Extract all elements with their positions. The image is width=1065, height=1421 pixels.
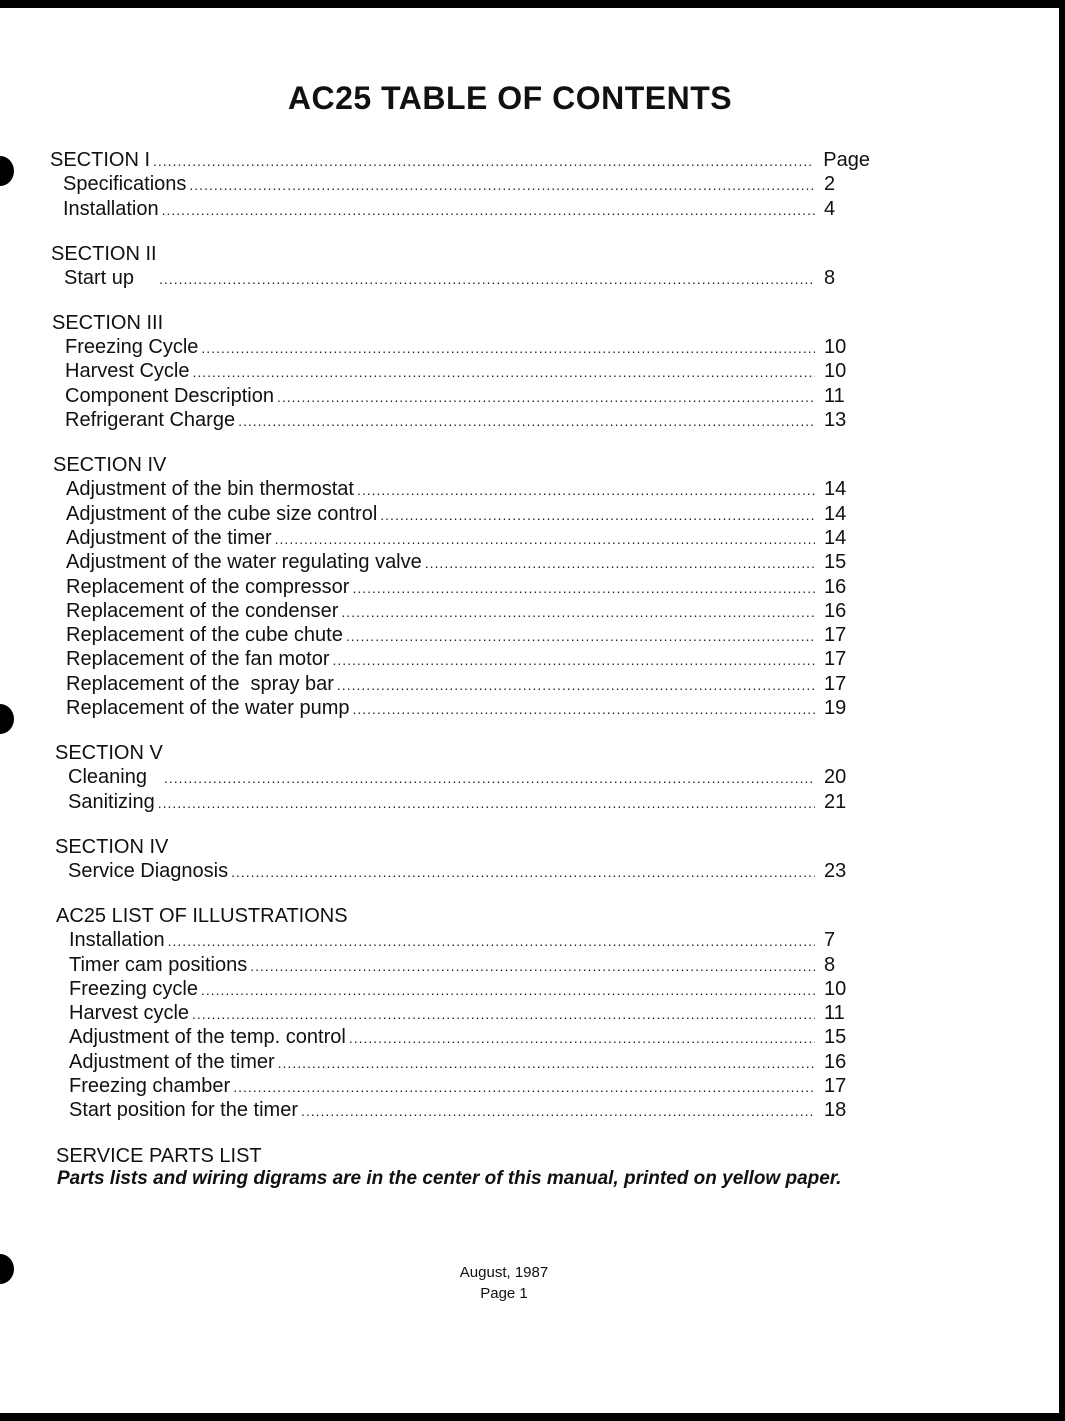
entry-label: Replacement of the condenser	[66, 599, 339, 622]
entry-page: 15	[824, 551, 847, 574]
entry-page: 4	[824, 197, 836, 220]
entry-page: 13	[824, 409, 847, 432]
entry-label: Replacement of the fan motor	[66, 648, 330, 671]
toc-entry[interactable]	[56, 1074, 870, 1098]
entry-label: Specifications	[63, 173, 187, 196]
entry-page: 17	[824, 1075, 847, 1098]
leader-dots	[168, 929, 815, 953]
toc-section-5	[55, 741, 870, 814]
entry-label: Adjustment of the cube size control	[66, 502, 378, 525]
entry-page: 8	[824, 266, 836, 289]
toc-section-3	[52, 311, 870, 432]
entry-label: Sanitizing	[68, 790, 155, 813]
leader-dots	[346, 624, 815, 648]
section-heading: SECTION III	[52, 312, 164, 335]
toc-entry[interactable]	[53, 623, 870, 647]
toc-entry[interactable]	[51, 266, 870, 290]
entry-label: Replacement of the spray bar	[66, 672, 334, 695]
toc-entry[interactable]	[55, 859, 870, 883]
footer-page-number: Page 1	[480, 1285, 528, 1302]
entry-label: Adjustment of the temp. control	[69, 1026, 346, 1049]
entry-page: 7	[824, 929, 836, 952]
entry-page: 11	[824, 1002, 845, 1025]
entry-page: 20	[824, 766, 847, 789]
leader-dots	[250, 954, 815, 978]
entry-label: Adjustment of the timer	[69, 1050, 275, 1073]
section-heading: AC25 LIST OF ILLUSTRATIONS	[56, 905, 348, 928]
leader-dots	[231, 860, 815, 884]
toc-section-4	[53, 453, 870, 720]
leader-dots	[380, 503, 815, 527]
entry-page: 15	[824, 1026, 847, 1049]
entry-page: 2	[824, 173, 836, 196]
entry-page: 16	[824, 575, 847, 598]
leader-dots	[201, 336, 815, 360]
service-parts-note: Parts lists and wiring digrams are in the center of this manual, printed on yellow paper.	[57, 1167, 842, 1189]
entry-label: Installation	[63, 197, 159, 220]
toc-entry[interactable]	[53, 672, 870, 696]
entry-page: 21	[824, 790, 847, 813]
toc-entry[interactable]	[52, 359, 870, 383]
leader-dots	[275, 527, 815, 551]
leader-dots	[332, 648, 815, 672]
binder-hole	[0, 704, 14, 734]
toc-entry[interactable]	[56, 1050, 870, 1074]
leader-dots	[277, 385, 815, 409]
toc-entry[interactable]	[53, 526, 870, 550]
leader-dots	[238, 409, 815, 433]
page-column-label: Page	[823, 149, 870, 171]
entry-label: Freezing Cycle	[65, 336, 199, 359]
toc-entry[interactable]	[53, 550, 870, 574]
leader-dots	[341, 600, 815, 624]
entry-label: Adjustment of the water regulating valve	[66, 551, 422, 574]
leader-dots	[153, 149, 814, 173]
entry-page: 10	[824, 360, 847, 383]
toc-entry[interactable]	[52, 408, 870, 432]
entry-label: Component Description	[65, 384, 274, 407]
entry-label: Harvest Cycle	[65, 360, 190, 383]
entry-page: 14	[824, 502, 847, 525]
table-of-contents	[50, 148, 870, 1190]
leader-dots	[164, 766, 815, 790]
entry-label: Timer cam positions	[69, 953, 248, 976]
section-heading: SECTION IV	[53, 454, 167, 477]
section-heading: SECTION V	[55, 742, 163, 765]
toc-entry[interactable]	[56, 928, 870, 952]
leader-dots	[201, 978, 815, 1002]
entry-label: Replacement of the water pump	[66, 697, 350, 720]
entry-label: Harvest cycle	[69, 1002, 190, 1025]
entry-label: Replacement of the compressor	[66, 575, 350, 598]
entry-label: Freezing chamber	[69, 1075, 231, 1098]
leader-dots	[158, 791, 815, 815]
section-heading: SECTION I	[50, 149, 151, 171]
entry-label: Adjustment of the bin thermostat	[66, 478, 354, 501]
toc-section-6	[55, 835, 870, 883]
toc-entry[interactable]	[53, 647, 870, 671]
entry-page: 19	[824, 697, 847, 720]
toc-entry[interactable]	[56, 1001, 870, 1025]
entry-label: Cleaning	[68, 766, 147, 789]
entry-page: 17	[824, 624, 847, 647]
entry-page: 17	[824, 672, 847, 695]
toc-entry[interactable]	[50, 197, 870, 221]
toc-entry[interactable]	[50, 172, 870, 196]
leader-dots	[162, 198, 815, 222]
entry-page: 14	[824, 526, 847, 549]
entry-page: 10	[824, 336, 847, 359]
page-title: AC25 TABLE OF CONTENTS	[287, 80, 733, 116]
leader-dots	[192, 1002, 815, 1026]
toc-section-2	[51, 242, 870, 290]
toc-entry[interactable]	[55, 790, 870, 814]
entry-label: Start position for the timer	[69, 1099, 298, 1122]
leader-dots	[192, 360, 815, 384]
entry-label: Replacement of the cube chute	[66, 624, 343, 647]
toc-entry[interactable]	[56, 1025, 870, 1049]
binder-hole	[0, 156, 14, 186]
entry-label: Freezing cycle	[69, 977, 198, 1000]
leader-dots	[233, 1075, 815, 1099]
toc-entry[interactable]	[53, 696, 870, 720]
entry-page: 8	[824, 953, 836, 976]
leader-dots	[357, 478, 815, 502]
service-parts-heading: SERVICE PARTS LIST	[56, 1144, 262, 1167]
toc-entry[interactable]	[53, 477, 870, 501]
toc-entry[interactable]	[52, 335, 870, 359]
entry-page: 23	[824, 859, 847, 882]
leader-dots	[189, 173, 815, 197]
toc-entry[interactable]	[55, 765, 870, 789]
section-heading-row	[50, 148, 870, 172]
section-heading: SECTION II	[51, 242, 157, 265]
service-parts-block	[50, 1144, 870, 1190]
toc-entry[interactable]	[56, 977, 870, 1001]
leader-dots	[159, 267, 815, 291]
leader-dots	[337, 673, 815, 697]
entry-label: Adjustment of the timer	[66, 526, 272, 549]
entry-page: 18	[824, 1099, 847, 1122]
leader-dots	[301, 1099, 815, 1123]
toc-section-1	[50, 148, 870, 221]
toc-entry[interactable]	[52, 384, 870, 408]
entry-page: 10	[824, 977, 847, 1000]
page-footer	[0, 1262, 1008, 1304]
leader-dots	[353, 697, 816, 721]
entry-label: Installation	[69, 929, 165, 952]
toc-entry[interactable]	[56, 1098, 870, 1122]
entry-label: Refrigerant Charge	[65, 409, 236, 432]
entry-label: Start up	[64, 266, 135, 289]
leader-dots	[278, 1051, 815, 1075]
toc-illustrations	[56, 904, 870, 1122]
entry-label: Service Diagnosis	[68, 859, 229, 882]
toc-entry[interactable]	[53, 599, 870, 623]
leader-dots	[352, 576, 815, 600]
toc-entry[interactable]	[53, 575, 870, 599]
entry-page: 16	[824, 599, 847, 622]
entry-page: 14	[824, 478, 847, 501]
leader-dots	[349, 1026, 815, 1050]
toc-entry[interactable]	[53, 502, 870, 526]
entry-page: 17	[824, 648, 847, 671]
section-heading: SECTION IV	[55, 835, 169, 858]
entry-page: 16	[824, 1050, 847, 1073]
footer-date: August, 1987	[459, 1264, 549, 1281]
entry-page: 11	[824, 384, 845, 407]
toc-entry[interactable]	[56, 953, 870, 977]
leader-dots	[425, 551, 815, 575]
